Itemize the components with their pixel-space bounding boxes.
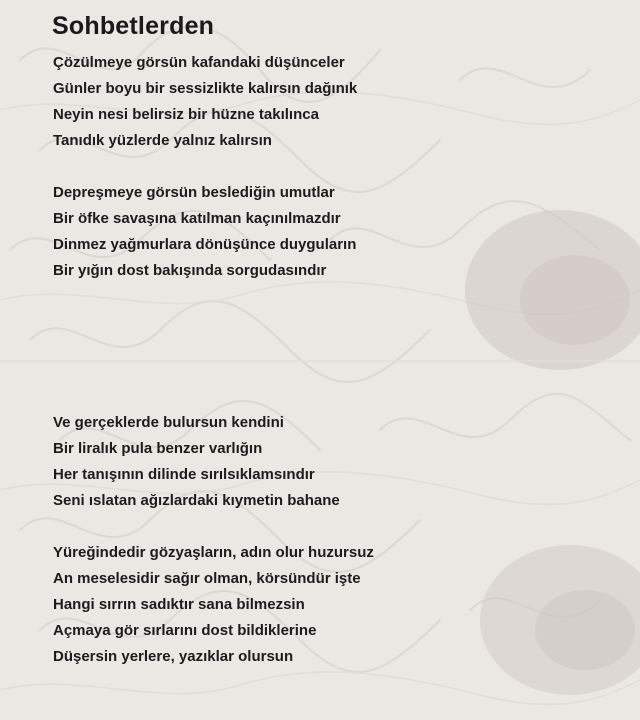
stanza-3 [53, 410, 340, 514]
stanza-2 [53, 180, 356, 284]
poem-line: An meselesidir sağır olman, körsündür işte [53, 570, 361, 587]
poem-line: Çözülmeye görsün kafandaki düşünceler [53, 54, 345, 71]
poem-line: Düşersin yerlere, yazıklar olursun [53, 648, 294, 665]
poem-line: Bir liralık pula benzer varlığın [53, 440, 263, 457]
stanza-1 [53, 50, 357, 154]
poem-line: Bir öfke savaşına katılman kaçınılmazdır [53, 210, 341, 227]
poem-line: Her tanışının dilinde sırılsıklamsındır [53, 466, 315, 483]
poem-line: Depreşmeye görsün beslediğin umutlar [53, 184, 335, 201]
poem-line: Seni ıslatan ağızlardaki kıymetin bahane [53, 492, 340, 509]
poem-line: Tanıdık yüzlerde yalnız kalırsın [53, 132, 272, 149]
poem-line: Bir yığın dost bakışında sorgudasındır [53, 262, 327, 279]
poem-line: Dinmez yağmurlara dönüşünce duyguların [53, 236, 357, 253]
poem-line: Neyin nesi belirsiz bir hüzne takılınca [53, 106, 319, 123]
poem-line: Günler boyu bir sessizlikte kalırsın dağınık [53, 80, 358, 97]
poem-title: Sohbetlerden [52, 12, 215, 40]
poem-line: Yüreğindedir gözyaşların, adın olur huzursuz [53, 544, 374, 561]
poem-line: Hangi sırrın sadıktır sana bilmezsin [53, 596, 305, 613]
poem-line: Ve gerçeklerde bulursun kendini [53, 414, 284, 431]
poem-line: Açmaya gör sırlarını dost bildiklerine [53, 622, 317, 639]
stanza-4 [53, 540, 374, 670]
